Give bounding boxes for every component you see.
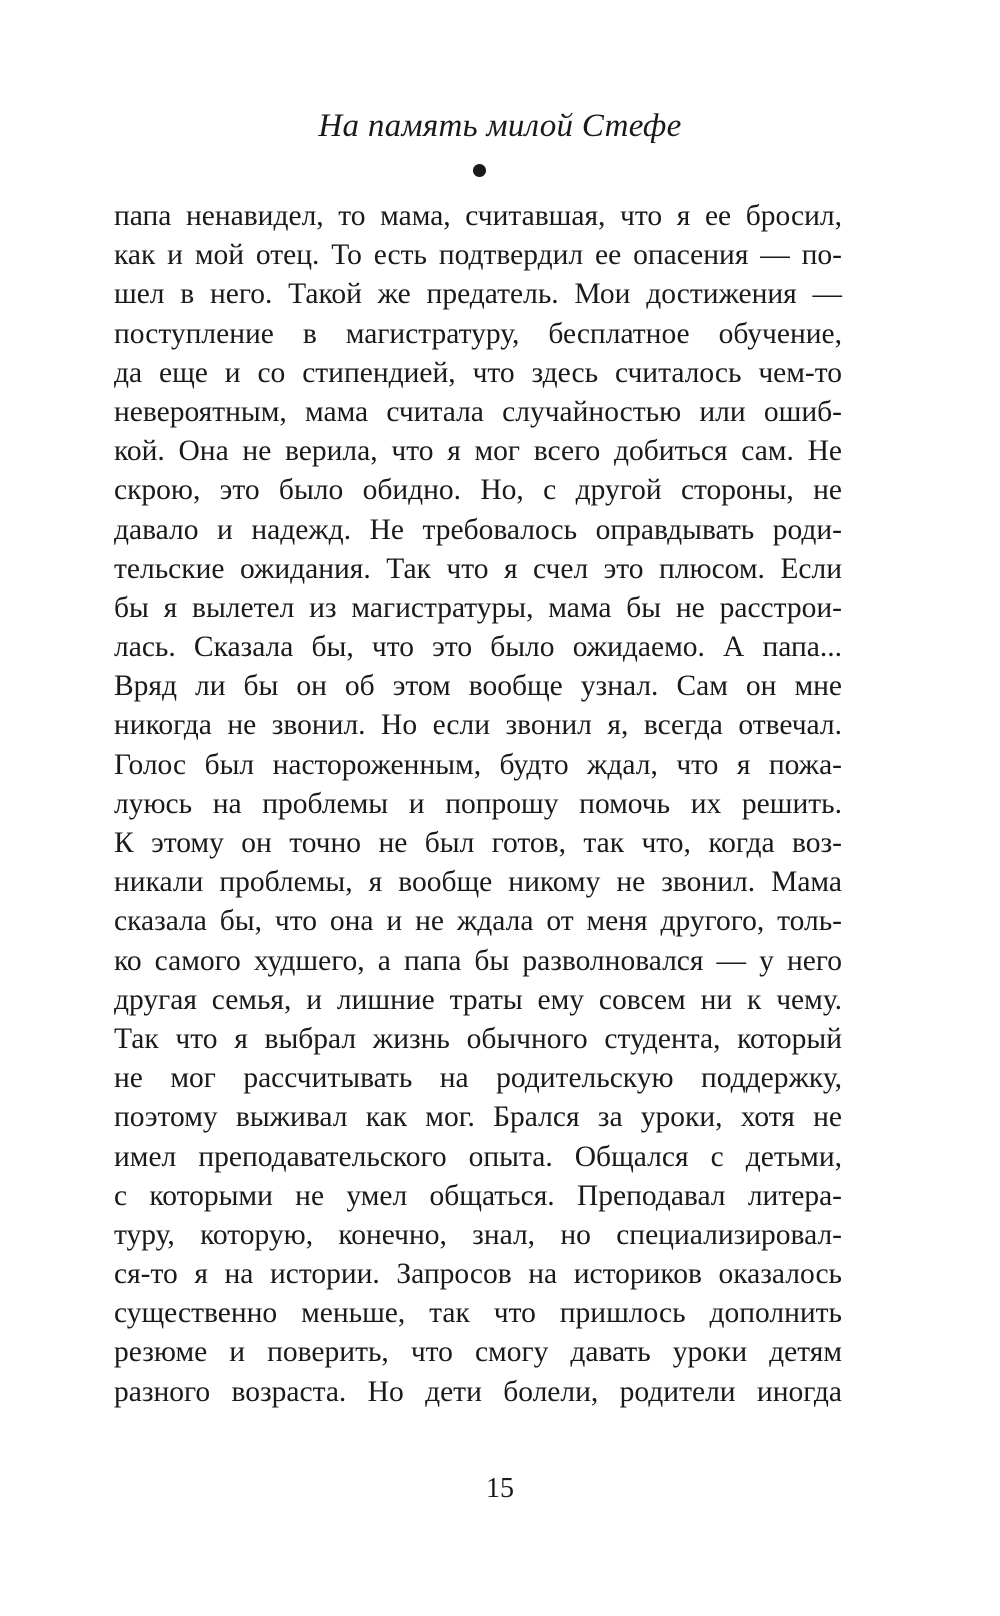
text-line: Так что я выбрал жизнь обычного студента, который	[114, 1022, 842, 1055]
text-line: поступление в магистратуру, бесплатное обучение,	[114, 317, 842, 350]
text-line: невероятным, мама считала случайностью или ошиб-	[114, 395, 842, 428]
text-line: да еще и со стипендией, что здесь считалось чем-то	[114, 356, 842, 389]
text-line: Вряд ли бы он об этом вообще узнал. Сам он мне	[114, 670, 842, 703]
text-line: лась. Сказала бы, что это было ожидаемо. А папа...	[114, 631, 842, 664]
text-line: туру, которую, конечно, знал, но специализировал-	[114, 1218, 842, 1251]
text-line: ко самого худшего, а папа бы разволновался — у него	[114, 944, 842, 977]
text-line: папа ненавидел, то мама, считавшая, что я ее бросил,	[114, 200, 842, 232]
text-line: поэтому выживал как мог. Брался за уроки, хотя не	[114, 1101, 842, 1134]
text-line: другая семья, и лишние траты ему совсем ни к чему.	[114, 983, 842, 1016]
text-line: как и мой отец. То есть подтвердил ее опасения — по-	[114, 239, 842, 272]
text-line: с которыми не умел общаться. Преподавал литера-	[114, 1179, 842, 1212]
text-line: существенно меньше, так что пришлось дополнить	[114, 1297, 842, 1330]
text-line: К этому он точно не был готов, так что, когда воз-	[114, 827, 842, 859]
text-line: разного возраста. Но дети болели, родители иногда	[114, 1375, 842, 1408]
text-line: скрою, это было обидно. Но, с другой стороны, не	[114, 474, 842, 507]
text-line: ся-то я на истории. Запросов на историков оказалось	[114, 1258, 842, 1291]
running-title: На память милой Стефе	[318, 108, 682, 144]
bullet-ornament	[473, 164, 486, 177]
text-line: луюсь на проблемы и попрошу помочь их решить.	[114, 787, 842, 820]
body-text	[114, 197, 842, 1412]
text-line: тельские ожидания. Так что я счел это плюсом. Если	[114, 552, 842, 585]
text-line: никогда не звонил. Но если звонил я, всегда отвечал.	[114, 709, 842, 742]
text-line: имел преподавательского опыта. Общался с детьми,	[114, 1140, 842, 1173]
text-line: сказала бы, что она и не ждала от меня другого, толь-	[114, 905, 842, 938]
text-line: шел в него. Такой же предатель. Мои достижения —	[114, 278, 842, 311]
text-line: Голос был настороженным, будто ждал, что я пожа-	[114, 748, 842, 781]
text-line: давало и надежд. Не требовалось оправдывать роди-	[114, 513, 842, 546]
text-line: не мог рассчитывать на родительскую поддержку,	[114, 1062, 842, 1095]
text-line: бы я вылетел из магистратуры, мама бы не расстрои-	[114, 591, 842, 624]
text-line: кой. Она не верила, что я мог всего добиться сам. Не	[114, 435, 842, 468]
text-line: никали проблемы, я вообще никому не звонил. Мама	[114, 866, 842, 899]
page-number: 15	[486, 1473, 514, 1504]
text-line: резюме и поверить, что смогу давать уроки детям	[114, 1336, 842, 1369]
